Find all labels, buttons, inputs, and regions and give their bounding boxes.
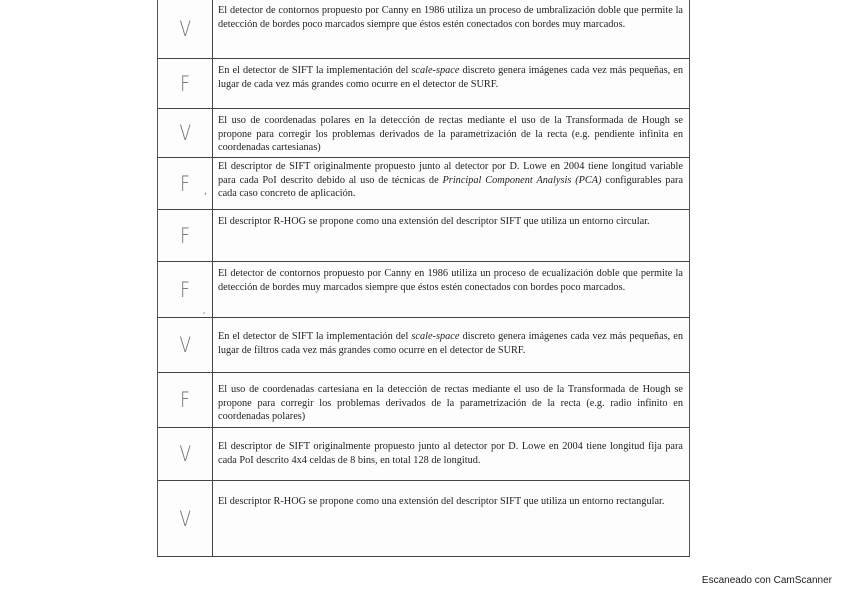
table-row: [158, 317, 689, 372]
statement-text: El uso de coordenadas polares en la detección de rectas mediante el uso de la Transformada de Hough se propone para corregir los problemas derivados de la parametrización de la recta (e.g. pendiente infinita en coordenadas cartesianas): [218, 115, 683, 154]
answer-cell: [158, 109, 213, 157]
table-row: [158, 427, 689, 480]
answer-cell: [158, 59, 213, 108]
table-row: [158, 0, 689, 58]
handwritten-answer: F: [180, 223, 190, 248]
handwritten-answer: F: [180, 71, 190, 96]
handwritten-answer: F: [180, 277, 190, 302]
pen-mark: ´: [201, 312, 206, 323]
handwritten-answer: V: [179, 333, 191, 357]
camscanner-watermark: Escaneado con CamScanner: [701, 575, 832, 586]
table-row: [158, 58, 689, 108]
answer-cell: [158, 158, 213, 209]
handwritten-answer: V: [179, 17, 191, 41]
handwritten-answer: F: [180, 171, 190, 196]
answer-cell: [158, 318, 213, 372]
statement-text: El descriptor de SIFT originalmente propuesto junto al detector por D. Lowe en 2004 tiene longitud variable para cada PoI descrito debido al uso de técnicas de Principal Component Analysis (PCA) configurables para cada caso concreto de aplicación.: [218, 161, 684, 200]
statement-text: El descriptor R-HOG se propone como una extensión del descriptor SIFT que utiliza un entorno rectangular.: [218, 496, 665, 507]
answer-cell: [158, 428, 213, 480]
statement-text: El descriptor de SIFT originalmente propuesto junto al detector por D. Lowe en 2004 tiene longitud fija para cada PoI descrito 4x4 celdas de 8 bins, en total 128 de longitud.: [218, 441, 683, 466]
statement-text: El detector de contornos propuesto por Canny en 1986 utiliza un proceso de ecualización doble que permite la detección de bordes muy marcados siempre que éstos estén conectados con bordes poco marcados.: [218, 268, 683, 293]
answer-cell: [158, 262, 213, 317]
handwritten-answer: V: [179, 506, 191, 531]
statement-text: En el detector de SIFT la implementación del scale-space discreto genera imágenes cada vez más pequeñas, en lugar de cada vez más grandes como ocurre en el detector de SURF.: [218, 65, 683, 90]
table-row: [158, 157, 689, 209]
handwritten-answer: V: [179, 121, 191, 145]
answer-cell: [158, 481, 213, 556]
handwritten-answer: V: [179, 442, 191, 466]
table-row: [158, 261, 689, 317]
answer-cell: [158, 210, 213, 261]
answer-cell: [158, 0, 213, 58]
statement-text: El descriptor R-HOG se propone como una extensión del descriptor SIFT que utiliza un entorno circular.: [218, 216, 650, 227]
table-row: [158, 209, 689, 261]
table-row: [158, 480, 689, 556]
statement-text: El uso de coordenadas cartesiana en la detección de rectas mediante el uso de la Transformada de Hough se propone para corregir los problemas derivados de la parametrización de la recta (e.g. radio infinito en coordenadas polares): [218, 384, 683, 423]
handwritten-answer: F: [180, 388, 190, 412]
table-row: [158, 108, 689, 157]
statement-text: El detector de contornos propuesto por Canny en 1986 utiliza un proceso de umbralización doble que permite la detección de bordes poco marcados siempre que éstos estén conectados con bordes muy marcados.: [218, 5, 683, 30]
pen-mark: ,: [204, 186, 208, 197]
answer-cell: [158, 373, 213, 427]
true-false-table: [157, 0, 690, 557]
table-row: [158, 372, 689, 427]
statement-text: En el detector de SIFT la implementación del scale-space discreto genera imágenes cada vez más pequeñas, en lugar de filtros cada vez más grandes como ocurre en el detector de SURF.: [218, 331, 683, 356]
scanned-page: [157, 0, 690, 557]
